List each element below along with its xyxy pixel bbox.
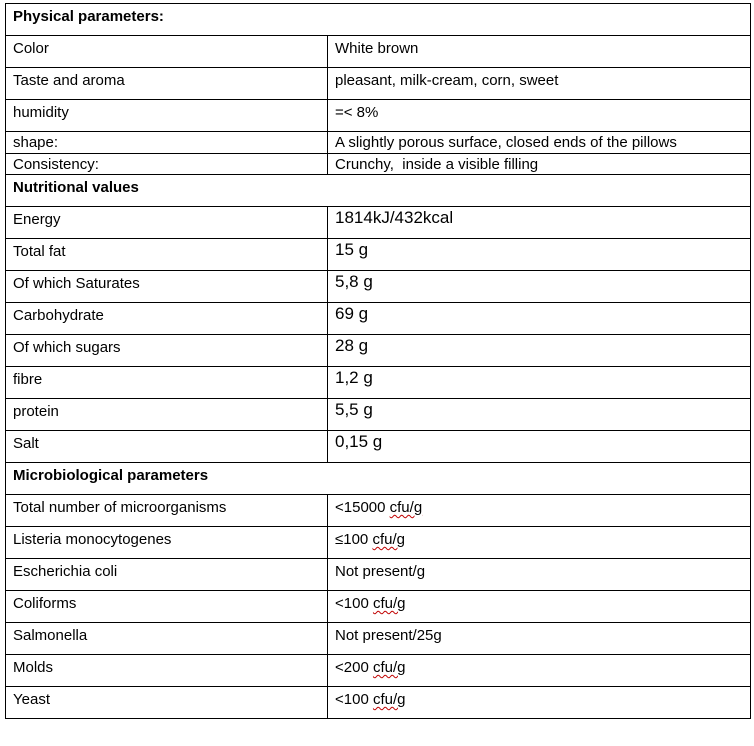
param-name: Molds	[6, 655, 328, 687]
param-value: Crunchy, inside a visible filling	[328, 154, 751, 175]
product-specification-table	[5, 3, 751, 719]
table-row	[6, 36, 751, 68]
value-prefix: ≤100	[335, 531, 373, 548]
value-prefix: <200	[335, 659, 373, 676]
param-value: 1814kJ/432kcal	[328, 207, 751, 239]
value-unit: cfu/g	[372, 531, 405, 548]
param-name: Of which sugars	[6, 335, 328, 367]
param-value: 0,15 g	[328, 431, 751, 463]
param-value: 28 g	[328, 335, 751, 367]
table-row	[6, 367, 751, 399]
table-row	[6, 623, 751, 655]
param-name: Escherichia coli	[6, 559, 328, 591]
param-value	[328, 655, 751, 687]
param-value: White brown	[328, 36, 751, 68]
param-name: Total number of microorganisms	[6, 495, 328, 527]
param-name: Total fat	[6, 239, 328, 271]
param-name: Taste and aroma	[6, 68, 328, 100]
table-row	[6, 399, 751, 431]
table-row	[6, 68, 751, 100]
section-header-microbiological	[6, 463, 751, 495]
param-value: A slightly porous surface, closed ends of the pillows	[328, 132, 751, 154]
param-value	[328, 495, 751, 527]
section-title: Physical parameters:	[6, 4, 751, 36]
table-row	[6, 132, 751, 154]
param-name: Salmonella	[6, 623, 328, 655]
table-row	[6, 495, 751, 527]
table-row	[6, 655, 751, 687]
param-name: fibre	[6, 367, 328, 399]
value-prefix: <100	[335, 691, 373, 708]
value-prefix: <100	[335, 595, 373, 612]
param-name: protein	[6, 399, 328, 431]
param-value: pleasant, milk-cream, corn, sweet	[328, 68, 751, 100]
param-name: Energy	[6, 207, 328, 239]
section-title: Nutritional values	[6, 175, 751, 207]
value-prefix: <15000	[335, 499, 390, 516]
table-row	[6, 431, 751, 463]
section-title: Microbiological parameters	[6, 463, 751, 495]
param-name: Consistency:	[6, 154, 328, 175]
value-unit: cfu/g	[372, 691, 406, 708]
param-name: Color	[6, 36, 328, 68]
param-name: Carbohydrate	[6, 303, 328, 335]
section-header-nutritional	[6, 175, 751, 207]
param-value: Not present/g	[328, 559, 751, 591]
table-row	[6, 154, 751, 175]
param-value	[328, 591, 751, 623]
value-unit: cfu/g	[372, 595, 406, 612]
param-name: Coliforms	[6, 591, 328, 623]
param-name: shape:	[6, 132, 328, 154]
table-row	[6, 559, 751, 591]
table-row	[6, 687, 751, 719]
param-value: 69 g	[328, 303, 751, 335]
param-value	[328, 527, 751, 559]
table-row	[6, 207, 751, 239]
table-row	[6, 303, 751, 335]
table-row	[6, 591, 751, 623]
table-row	[6, 239, 751, 271]
value-unit: cfu/g	[389, 499, 423, 516]
param-value	[328, 687, 751, 719]
param-value: =< 8%	[328, 100, 751, 132]
param-name: Salt	[6, 431, 328, 463]
param-value: 5,8 g	[328, 271, 751, 303]
param-value: 5,5 g	[328, 399, 751, 431]
param-name: Yeast	[6, 687, 328, 719]
param-name: humidity	[6, 100, 328, 132]
table-row	[6, 271, 751, 303]
param-value: 1,2 g	[328, 367, 751, 399]
table-row	[6, 100, 751, 132]
table-row	[6, 335, 751, 367]
param-name: Listeria monocytogenes	[6, 527, 328, 559]
param-value: 15 g	[328, 239, 751, 271]
value-unit: cfu/g	[372, 659, 406, 676]
param-value: Not present/25g	[328, 623, 751, 655]
section-header-physical	[6, 4, 751, 36]
param-name: Of which Saturates	[6, 271, 328, 303]
table-row	[6, 527, 751, 559]
